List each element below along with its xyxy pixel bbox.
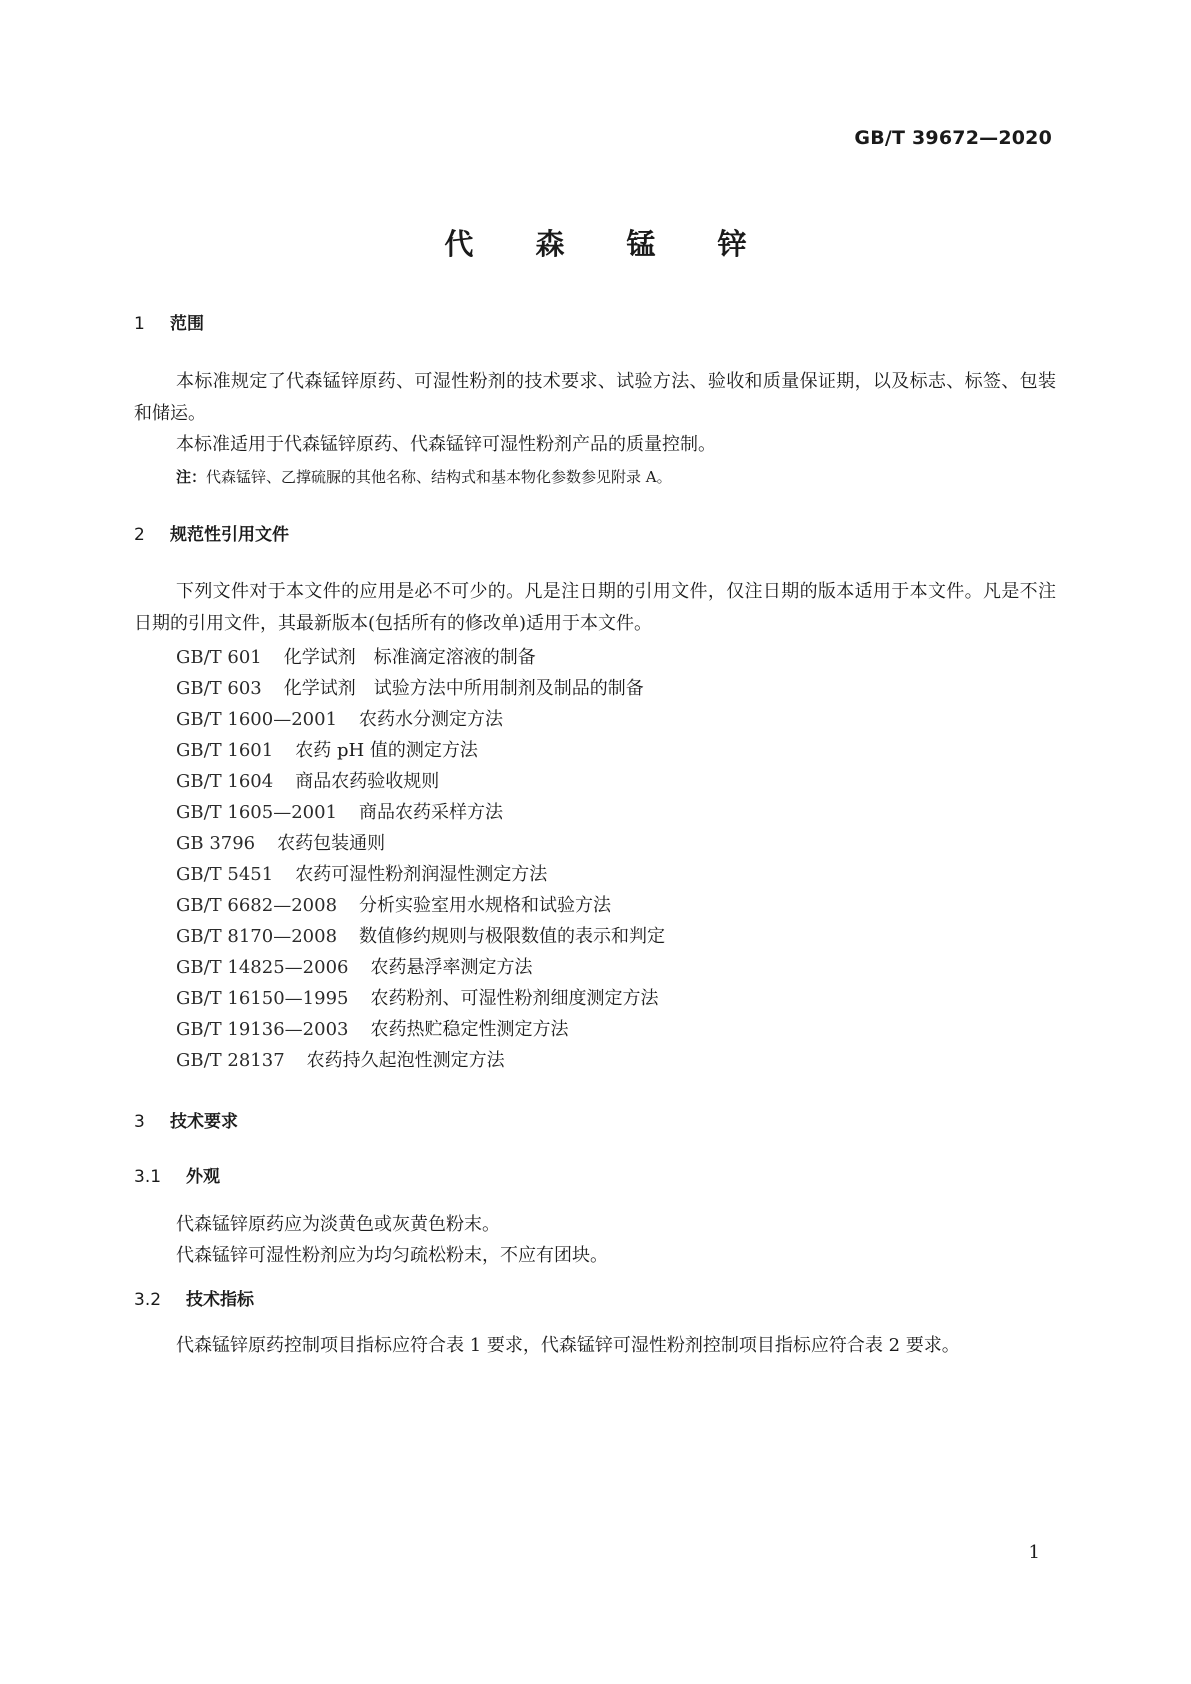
refs-intro-paragraph: 下列文件对于本文件的应用是必不可少的。凡是注日期的引用文件，仅注日期的版本适用于本文件。凡是不注日期的引用文件，其最新版本(包括所有的修改单)适用于本文件。 [134, 581, 1056, 634]
appearance-line-2: 代森锰锌可湿性粉剂应为均匀疏松粉末，不应有团块。 [176, 1245, 608, 1266]
reference-code: GB/T 601 [176, 647, 262, 668]
subsection-title: 外观 [186, 1167, 220, 1187]
scope-note [176, 466, 672, 487]
reference-code: GB/T 1605—2001 [176, 802, 338, 823]
reference-title: 商品农药验收规则 [295, 771, 440, 792]
reference-item [176, 953, 532, 979]
reference-item [176, 736, 478, 762]
reference-item [176, 705, 503, 731]
reference-title: 农药可湿性粉剂润湿性测定方法 [295, 864, 548, 885]
reference-title: 农药热贮稳定性测定方法 [370, 1019, 569, 1040]
reference-item [176, 1046, 505, 1072]
reference-title: 农药悬浮率测定方法 [370, 957, 533, 978]
section-2-heading [134, 520, 289, 545]
reference-code: GB/T 19136—2003 [176, 1019, 349, 1040]
reference-code: GB 3796 [176, 833, 256, 854]
reference-title: 数值修约规则与极限数值的表示和判定 [359, 926, 666, 947]
reference-code: GB/T 14825—2006 [176, 957, 349, 978]
reference-item [176, 984, 658, 1010]
document-title: 代 森 锰 锌 [444, 227, 773, 261]
section-number: 3 [134, 1112, 145, 1132]
reference-item [176, 922, 665, 948]
reference-code: GB/T 16150—1995 [176, 988, 349, 1009]
reference-item [176, 860, 547, 886]
scope-paragraph-2: 本标准适用于代森锰锌原药、代森锰锌可湿性粉剂产品的质量控制。 [176, 434, 716, 455]
section-3-heading [134, 1107, 238, 1132]
appearance-line-1: 代森锰锌原药应为淡黄色或灰黄色粉末。 [176, 1214, 500, 1235]
reference-code: GB/T 1601 [176, 740, 274, 761]
reference-title: 农药包装通则 [277, 833, 386, 854]
reference-code: GB/T 6682—2008 [176, 895, 338, 916]
reference-item [176, 643, 536, 669]
section-1-heading [134, 309, 204, 334]
note-text: 代森锰锌、乙撑硫脲的其他名称、结构式和基本物化参数参见附录 A。 [206, 468, 672, 486]
subsection-number: 3.1 [134, 1167, 162, 1187]
reference-item [176, 891, 611, 917]
subsection-number: 3.2 [134, 1290, 162, 1310]
section-number: 1 [134, 314, 145, 334]
reference-item [176, 829, 385, 855]
reference-title: 农药持久起泡性测定方法 [306, 1050, 505, 1071]
section-title: 技术要求 [170, 1112, 238, 1132]
section-title: 规范性引用文件 [170, 525, 289, 545]
page-number: 1 [1028, 1542, 1040, 1563]
reference-code: GB/T 1600—2001 [176, 709, 338, 730]
section-title: 范围 [170, 314, 204, 334]
reference-item [176, 798, 503, 824]
indicators-line-1: 代森锰锌原药控制项目指标应符合表 1 要求，代森锰锌可湿性粉剂控制项目指标应符合表 2 要求。 [176, 1335, 960, 1356]
reference-code: GB/T 28137 [176, 1050, 285, 1071]
reference-item [176, 674, 644, 700]
subsection-title: 技术指标 [186, 1290, 254, 1310]
note-label: 注： [176, 468, 207, 486]
reference-item [176, 1015, 568, 1041]
scope-paragraph-1: 本标准规定了代森锰锌原药、可湿性粉剂的技术要求、试验方法、验收和质量保证期，以及标志、标签、包装和储运。 [134, 371, 1056, 424]
reference-title: 农药 pH 值的测定方法 [295, 740, 478, 761]
reference-code: GB/T 1604 [176, 771, 274, 792]
reference-title: 商品农药采样方法 [359, 802, 504, 823]
reference-code: GB/T 603 [176, 678, 262, 699]
section-3-1-heading [134, 1162, 220, 1187]
standard-code: GB/T 39672—2020 [854, 127, 1052, 149]
reference-code: GB/T 8170—2008 [176, 926, 338, 947]
section-number: 2 [134, 525, 145, 545]
reference-title: 化学试剂 试验方法中所用制剂及制品的制备 [283, 678, 644, 699]
reference-item [176, 767, 439, 793]
reference-title: 分析实验室用水规格和试验方法 [359, 895, 612, 916]
reference-title: 化学试剂 标准滴定溶液的制备 [283, 647, 536, 668]
reference-title: 农药粉剂、可湿性粉剂细度测定方法 [370, 988, 659, 1009]
reference-title: 农药水分测定方法 [359, 709, 504, 730]
section-3-2-heading [134, 1285, 254, 1310]
reference-code: GB/T 5451 [176, 864, 274, 885]
